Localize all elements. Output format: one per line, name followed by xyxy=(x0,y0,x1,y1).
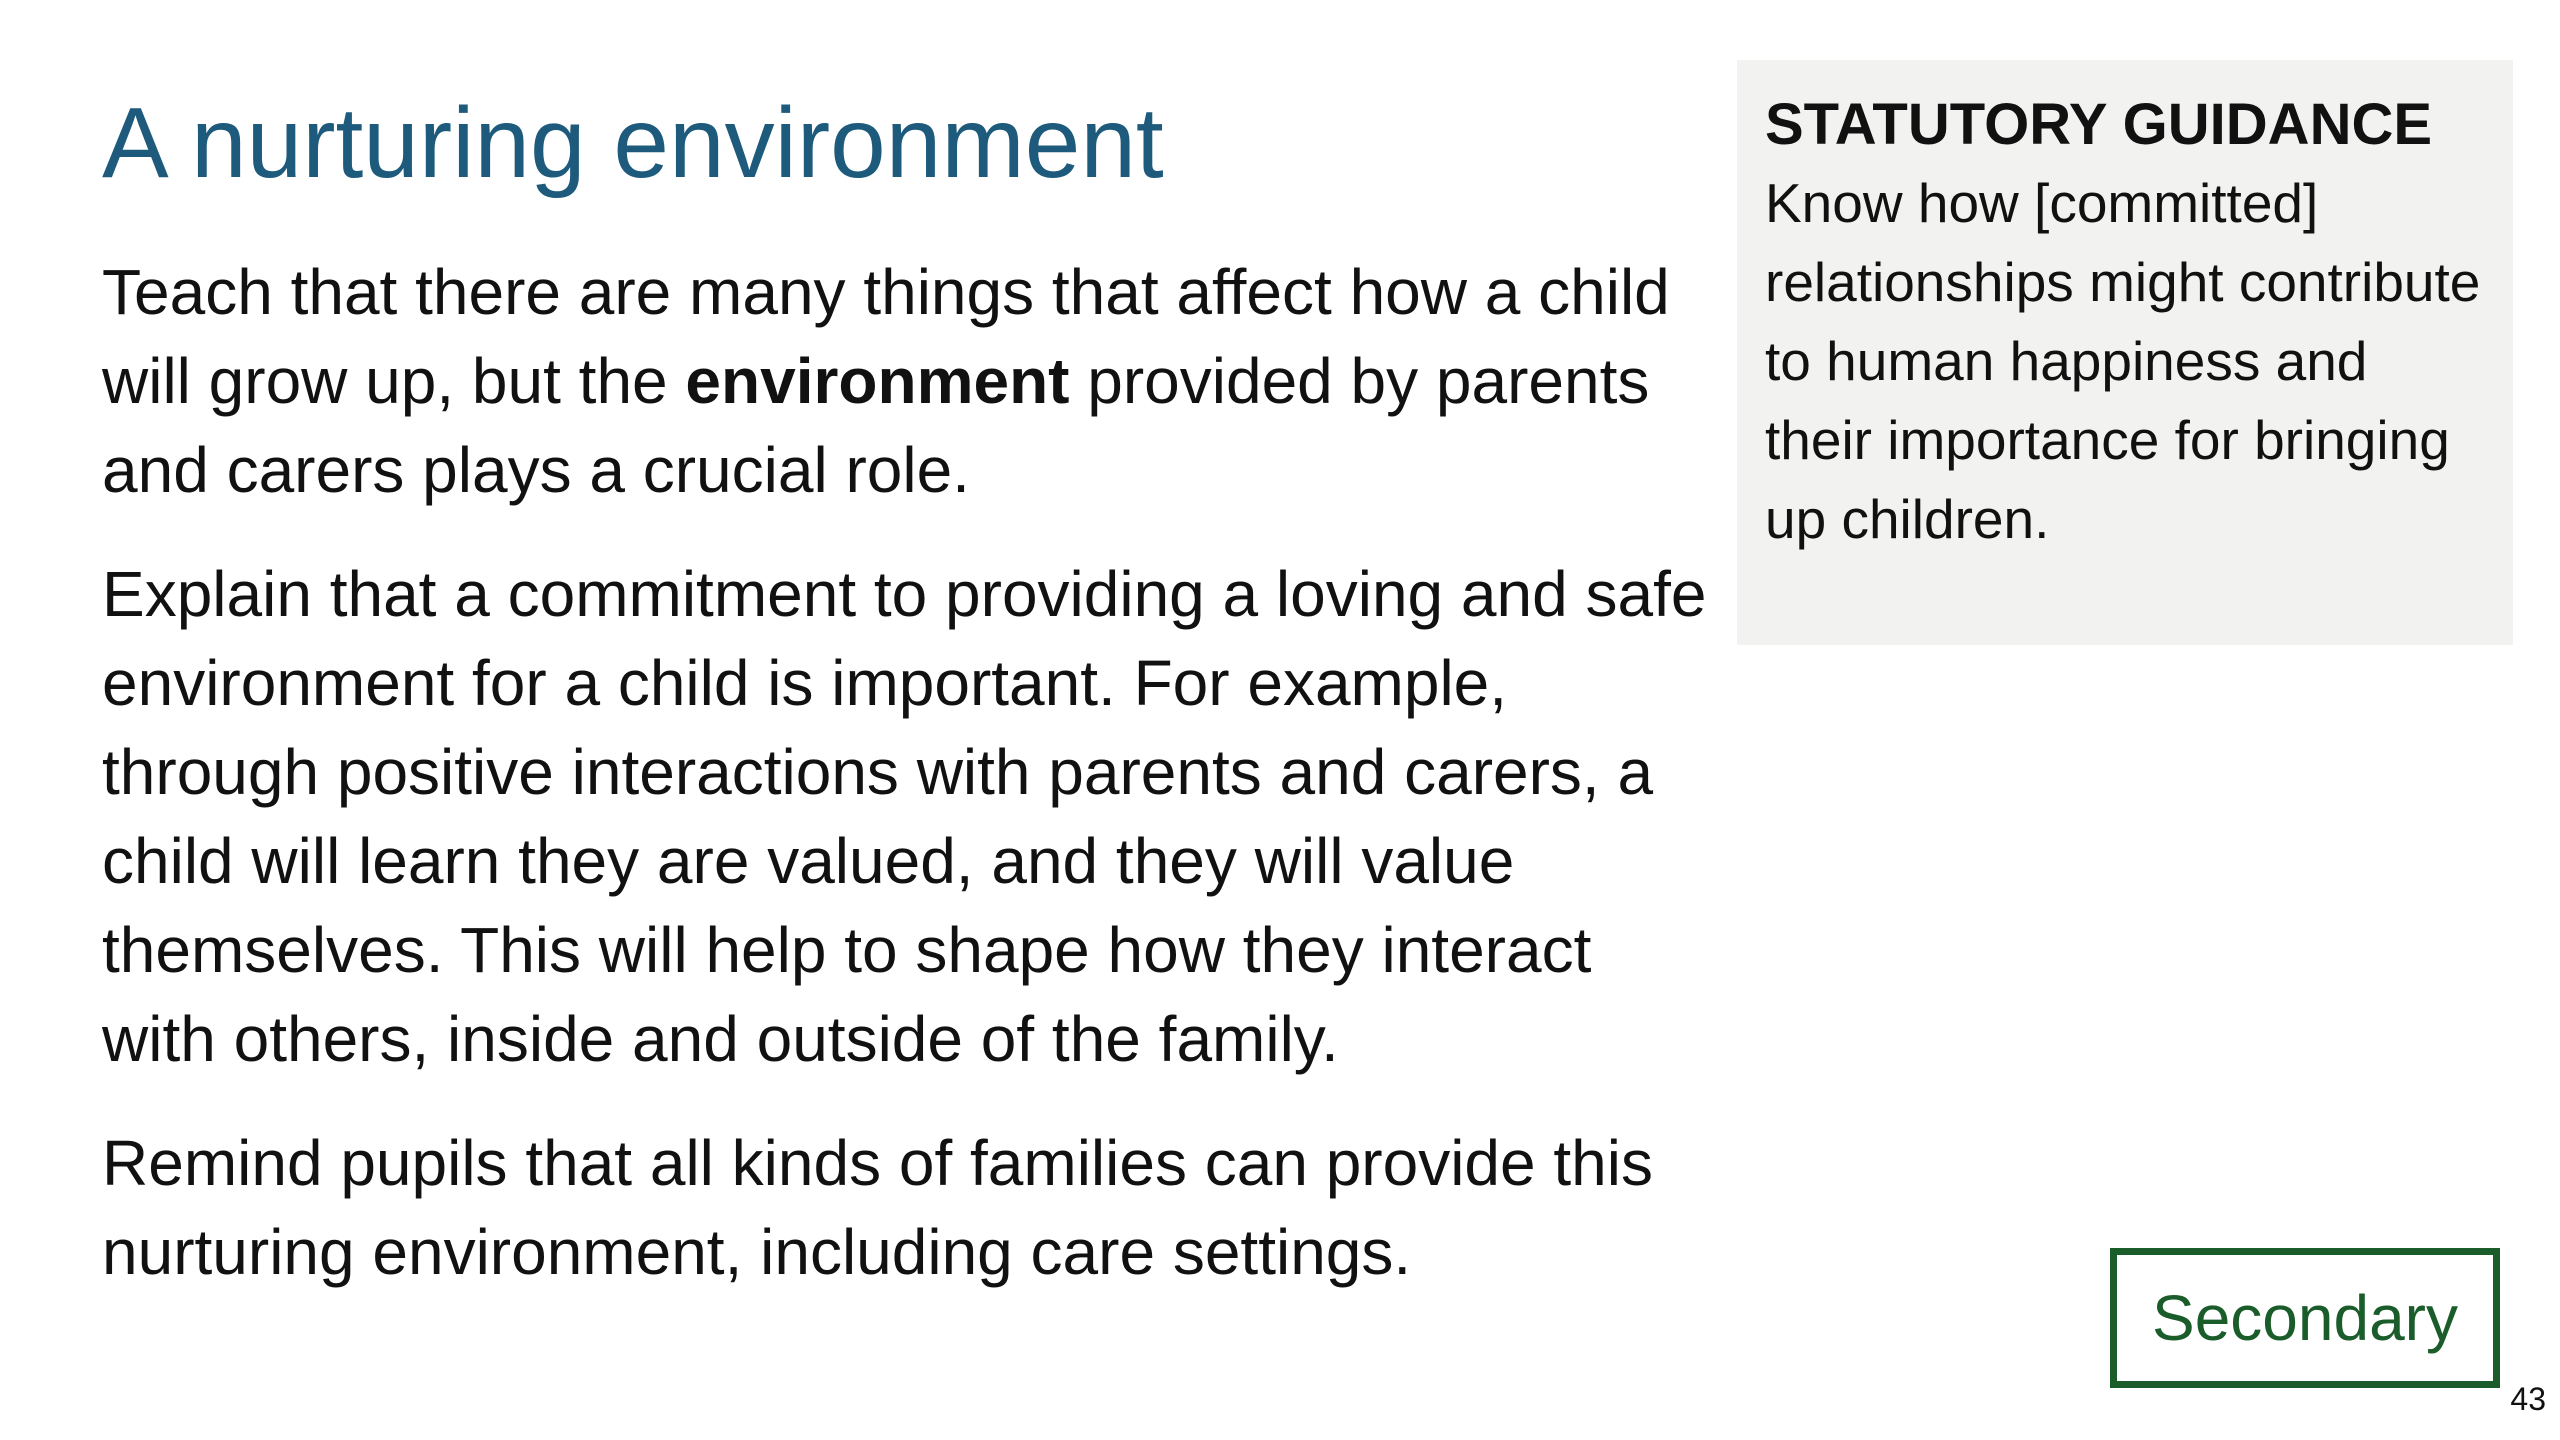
paragraph-families: Remind pupils that all kinds of families can provide this nurturing environment, including care settings. xyxy=(102,1127,1653,1288)
secondary-badge-label: Secondary xyxy=(2152,1282,2458,1354)
page-number: 43 xyxy=(2510,1381,2546,1417)
body-text xyxy=(102,248,1722,1332)
paragraph-environment xyxy=(102,248,1722,515)
paragraph-environment-end: provided by parents and carers plays a crucial role. xyxy=(102,345,1650,506)
guidance-heading: STATUTORY GUIDANCE xyxy=(1765,92,2433,157)
paragraph-environment-start: Teach that there are many things that affect how a child will grow up, but the xyxy=(102,256,1670,417)
emphasis-environment: environment xyxy=(685,345,1070,417)
guidance-text: Know how [committed] relationships might contribute to human happiness and their importance for bringing up children. xyxy=(1765,172,2481,550)
slide-title: A nurturing environment xyxy=(102,87,1164,199)
secondary-badge xyxy=(2110,1248,2500,1388)
statutory-guidance-box xyxy=(1737,60,2513,645)
paragraph-commitment: Explain that a commitment to providing a loving and safe environment for a child is important. For example, through positive interactions with parents and carers, a child will learn they are valued, and they will value themselves. This will help to shape how they interact with others, inside and outside of the family. xyxy=(102,558,1707,1075)
